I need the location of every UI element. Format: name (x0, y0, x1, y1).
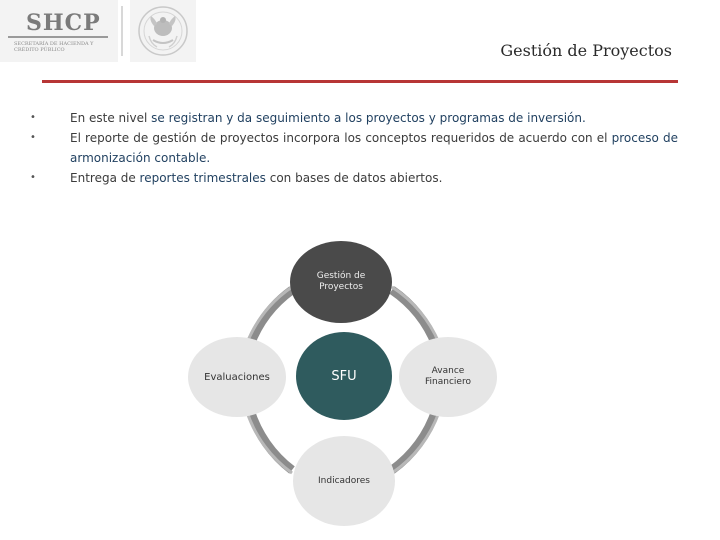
logo-area (0, 0, 200, 62)
bullet-highlight: reportes trimestrales (139, 171, 266, 185)
seal-graphic (137, 4, 189, 58)
logo-divider (121, 6, 123, 56)
diagram-node-avance-financiero (399, 337, 497, 417)
shcp-logo-text: SHCP (26, 10, 101, 36)
shcp-logo-rule (8, 36, 108, 38)
shcp-logo (0, 0, 118, 62)
bullet-icon: • (30, 132, 36, 143)
ring-arc-bottom-left (250, 410, 292, 470)
bullet-text: El reporte de gestión de proyectos incorpora los conceptos requeridos de acuerdo con el (70, 131, 612, 145)
ring-arc-bottom-right (392, 410, 436, 470)
list-item (28, 108, 678, 128)
diagram-node-sfu (296, 332, 392, 420)
list-item (28, 128, 678, 168)
diagram-node-indicadores (293, 436, 395, 526)
shcp-logo-subtitle: SECRETARÍA DE HACIENDA Y CRÉDITO PÚBLICO (14, 41, 94, 53)
node-label: Avance Financiero (425, 366, 471, 387)
ring-arc-top-right (392, 290, 436, 345)
mexican-coat-of-arms-icon (130, 0, 196, 62)
list-item (28, 168, 678, 188)
diagram-node-gestion-proyectos (290, 241, 392, 323)
bullet-list (28, 108, 678, 188)
bullet-text: En este nivel (70, 111, 152, 125)
bullet-highlight: proceso de armonización contable. (70, 131, 678, 165)
bullet-text: con bases de datos abiertos. (265, 171, 443, 185)
node-label: Gestión de Proyectos (316, 271, 366, 292)
bullet-highlight: se registran y da seguimiento a los proyectos y programas de inversión. (151, 111, 586, 125)
diagram-node-evaluaciones (188, 337, 286, 417)
node-label: Evaluaciones (204, 371, 270, 383)
title-divider (42, 80, 678, 83)
bullet-icon: • (30, 172, 36, 183)
bullet-icon: • (30, 112, 36, 123)
node-label: Indicadores (318, 476, 370, 486)
bullet-text: Entrega de (70, 171, 140, 185)
page-title: Gestión de Proyectos (500, 41, 672, 60)
node-label: SFU (331, 368, 357, 384)
ring-arc-top-left (250, 290, 292, 345)
